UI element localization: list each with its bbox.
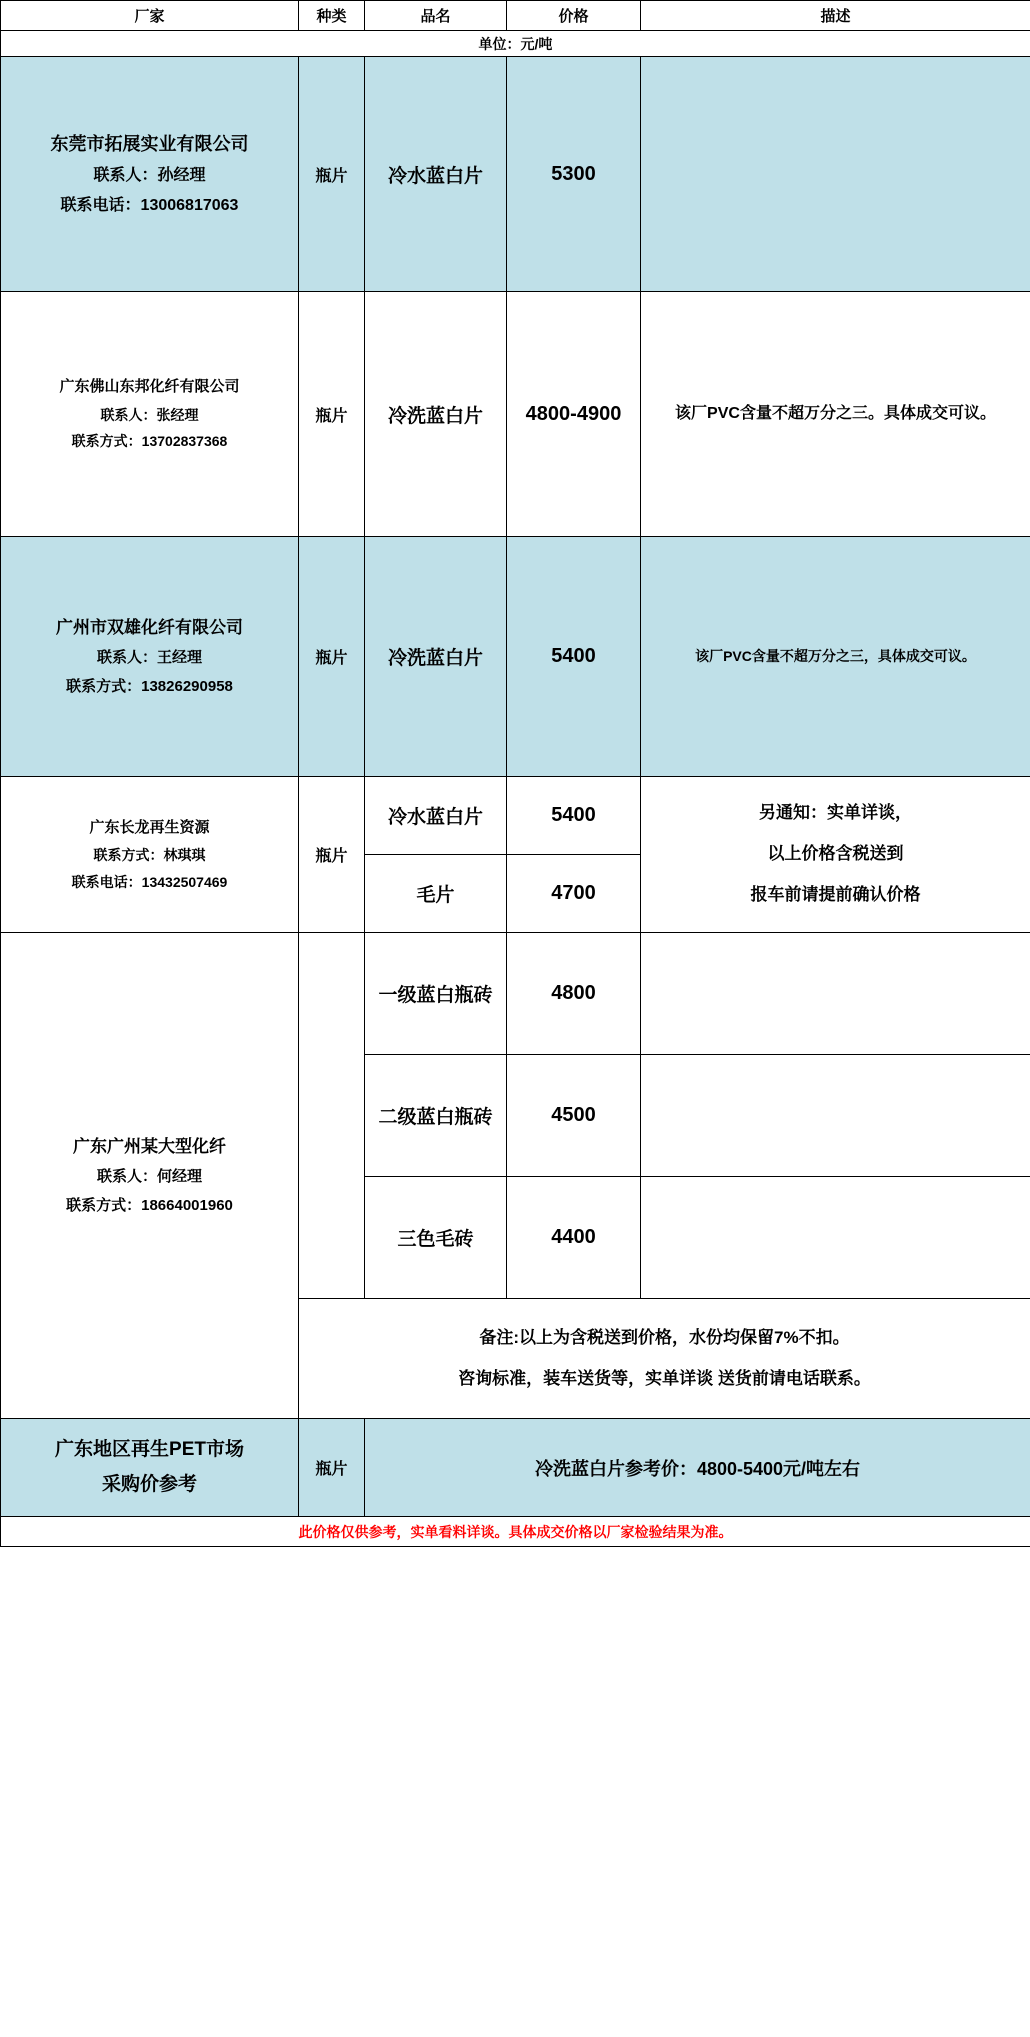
header-price: 价格: [507, 1, 641, 31]
maker-phone: 联系方式：13702837368: [71, 433, 228, 450]
desc-cell: [641, 57, 1030, 292]
kind-cell: 瓶片: [299, 292, 365, 537]
maker-phone: 联系方式：18664001960: [66, 1196, 233, 1214]
table-row: [1, 933, 1030, 1055]
maker-name: 东莞市拓展实业有限公司: [50, 133, 249, 154]
table-header-row: [1, 1, 1030, 31]
maker-cell: [1, 777, 299, 933]
footer-row: [1, 1517, 1030, 1547]
note-line-2: 咨询标准，装车送货等，实单详谈 送货前请电话联系。: [458, 1368, 871, 1388]
product-name-cell: 三色毛砖: [365, 1177, 507, 1299]
product-name-cell: 冷洗蓝白片: [365, 537, 507, 777]
product-name-cell: 一级蓝白瓶砖: [365, 933, 507, 1055]
product-name-cell: 冷水蓝白片: [365, 777, 507, 855]
product-name-cell: 二级蓝白瓶砖: [365, 1055, 507, 1177]
maker-phone: 联系电话：13006817063: [60, 197, 239, 215]
maker-name: 广州市双雄化纤有限公司: [56, 617, 243, 637]
summary-row: [1, 1419, 1030, 1517]
kind-cell: 瓶片: [299, 57, 365, 292]
header-maker: 厂家: [1, 1, 299, 31]
kind-cell: 瓶片: [299, 537, 365, 777]
maker-cell: [1, 537, 299, 777]
desc-cell: [641, 933, 1030, 1055]
header-kind: 种类: [299, 1, 365, 31]
maker-contact: 联系人：何经理: [96, 1168, 202, 1186]
kind-cell: 瓶片: [299, 777, 365, 933]
price-cell: 4700: [507, 855, 641, 933]
summary-kind-cell: 瓶片: [299, 1419, 365, 1517]
price-cell: 4400: [507, 1177, 641, 1299]
desc-line-2: 以上价格含税送到: [767, 844, 904, 864]
maker-phone: 联系方式：13826290958: [66, 677, 233, 695]
desc-cell: [641, 1177, 1030, 1299]
unit-note-row: [1, 31, 1030, 57]
table-row: [1, 57, 1030, 292]
note-line-1: 备注:以上为含税送到价格，水份均保留7%不扣。: [479, 1327, 850, 1347]
maker-contact: 联系人：孙经理: [93, 166, 206, 184]
maker-phone: 联系电话：13432507469: [71, 873, 228, 890]
desc-line-1: 另通知：实单详谈，: [759, 803, 912, 823]
summary-maker-line-2: 采购价参考: [101, 1473, 197, 1495]
kind-cell: [299, 933, 365, 1299]
price-cell: 4800-4900: [507, 292, 641, 537]
price-cell: 4800: [507, 933, 641, 1055]
price-cell: 5400: [507, 537, 641, 777]
summary-text-cell: 冷洗蓝白片参考价：4800-5400元/吨左右: [365, 1419, 1030, 1517]
desc-cell: 该厂PVC含量不超万分之三。具体成交可议。: [641, 292, 1030, 537]
unit-note: 单位：元/吨: [1, 31, 1030, 57]
desc-cell: [641, 777, 1030, 933]
header-product: 品名: [365, 1, 507, 31]
maker-cell: [1, 57, 299, 292]
table-row: [1, 292, 1030, 537]
maker-contact: 联系人：王经理: [96, 649, 202, 667]
maker-contact: 联系方式：林琪琪: [93, 847, 206, 864]
maker-cell: [1, 933, 299, 1419]
product-name-cell: 毛片: [365, 855, 507, 933]
maker-name: 广东长龙再生资源: [89, 818, 210, 836]
maker-name: 广东佛山东邦化纤有限公司: [59, 378, 240, 396]
product-name-cell: 冷洗蓝白片: [365, 292, 507, 537]
summary-maker-line-1: 广东地区再生PET市场: [55, 1439, 244, 1461]
maker-contact: 联系人：张经理: [100, 406, 199, 423]
desc-cell: [641, 1055, 1030, 1177]
product-name-cell: 冷水蓝白片: [365, 57, 507, 292]
header-desc: 描述: [641, 1, 1030, 31]
note-block: [299, 1299, 1030, 1419]
maker-name: 广东广州某大型化纤: [73, 1136, 226, 1156]
desc-cell: 该厂PVC含量不超万分之三，具体成交可议。: [641, 537, 1030, 777]
table-row: [1, 537, 1030, 777]
summary-maker-cell: [1, 1419, 299, 1517]
price-cell: 5400: [507, 777, 641, 855]
price-cell: 4500: [507, 1055, 641, 1177]
table-row: [1, 777, 1030, 855]
maker-cell: [1, 292, 299, 537]
price-cell: 5300: [507, 57, 641, 292]
desc-line-3: 报车前请提前确认价格: [750, 884, 921, 904]
footer-disclaimer: 此价格仅供参考，实单看料详谈。具体成交价格以厂家检验结果为准。: [1, 1517, 1030, 1547]
